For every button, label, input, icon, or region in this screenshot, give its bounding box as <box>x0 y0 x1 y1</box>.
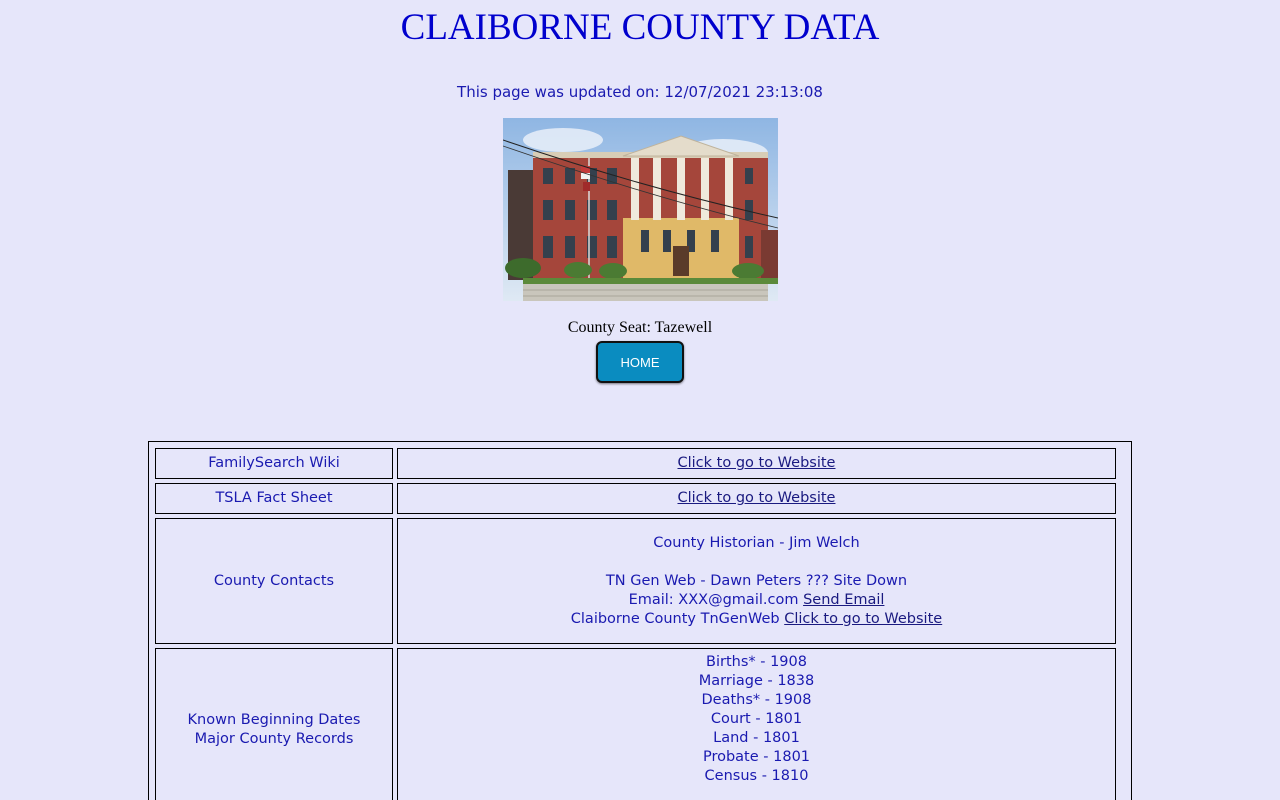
record-item-deaths: Deaths* - 1908 <box>701 692 812 708</box>
familysearch-label: FamilySearch Wiki <box>155 448 393 479</box>
tngenweb-text: TN Gen Web - Dawn Peters ??? Site Down <box>605 572 908 589</box>
contacts-label: County Contacts <box>155 518 393 644</box>
records-cell <box>397 648 1116 800</box>
familysearch-link[interactable]: Click to go to Website <box>677 455 836 471</box>
records-label-line2: Major County Records <box>194 731 354 747</box>
record-item-census: Census - 1810 <box>704 768 809 784</box>
tngenweb-site-link[interactable]: Click to go to Website <box>784 610 943 627</box>
county-seat: County Seat: Tazewell <box>567 319 713 336</box>
tsla-cell <box>397 483 1116 514</box>
record-item-court: Court - 1801 <box>710 711 803 727</box>
historian-text: County Historian - Jim Welch <box>653 534 860 551</box>
email-text: Email: XXX@gmail.com <box>628 591 799 608</box>
record-item-marriage: Marriage - 1838 <box>698 673 815 689</box>
updated-timestamp: This page was updated on: 12/07/2021 23:13:08 <box>457 83 823 101</box>
tsla-link[interactable]: Click to go to Website <box>677 490 836 506</box>
page-title: CLAIBORNE COUNTY DATA <box>400 7 880 48</box>
tngenweb-site-line <box>402 610 1111 629</box>
contacts-cell <box>397 518 1116 644</box>
email-line <box>402 591 1111 610</box>
table-row <box>155 448 1116 479</box>
home-button[interactable]: HOME <box>596 341 684 383</box>
record-item-births: Births* - 1908 <box>706 654 807 670</box>
table-row <box>155 648 1116 800</box>
send-email-link[interactable]: Send Email <box>803 591 885 608</box>
county-data-table <box>148 441 1132 800</box>
table-row <box>155 518 1116 644</box>
table-row <box>155 483 1116 514</box>
familysearch-cell <box>397 448 1116 479</box>
tngenweb-site-text: Claiborne County TnGenWeb <box>570 610 780 627</box>
record-item-probate: Probate - 1801 <box>702 749 811 765</box>
tsla-label: TSLA Fact Sheet <box>155 483 393 514</box>
records-label-line1: Known Beginning Dates <box>187 712 361 728</box>
records-label <box>155 648 393 800</box>
courthouse-photo <box>503 118 778 301</box>
record-item-land: Land - 1801 <box>713 730 800 746</box>
